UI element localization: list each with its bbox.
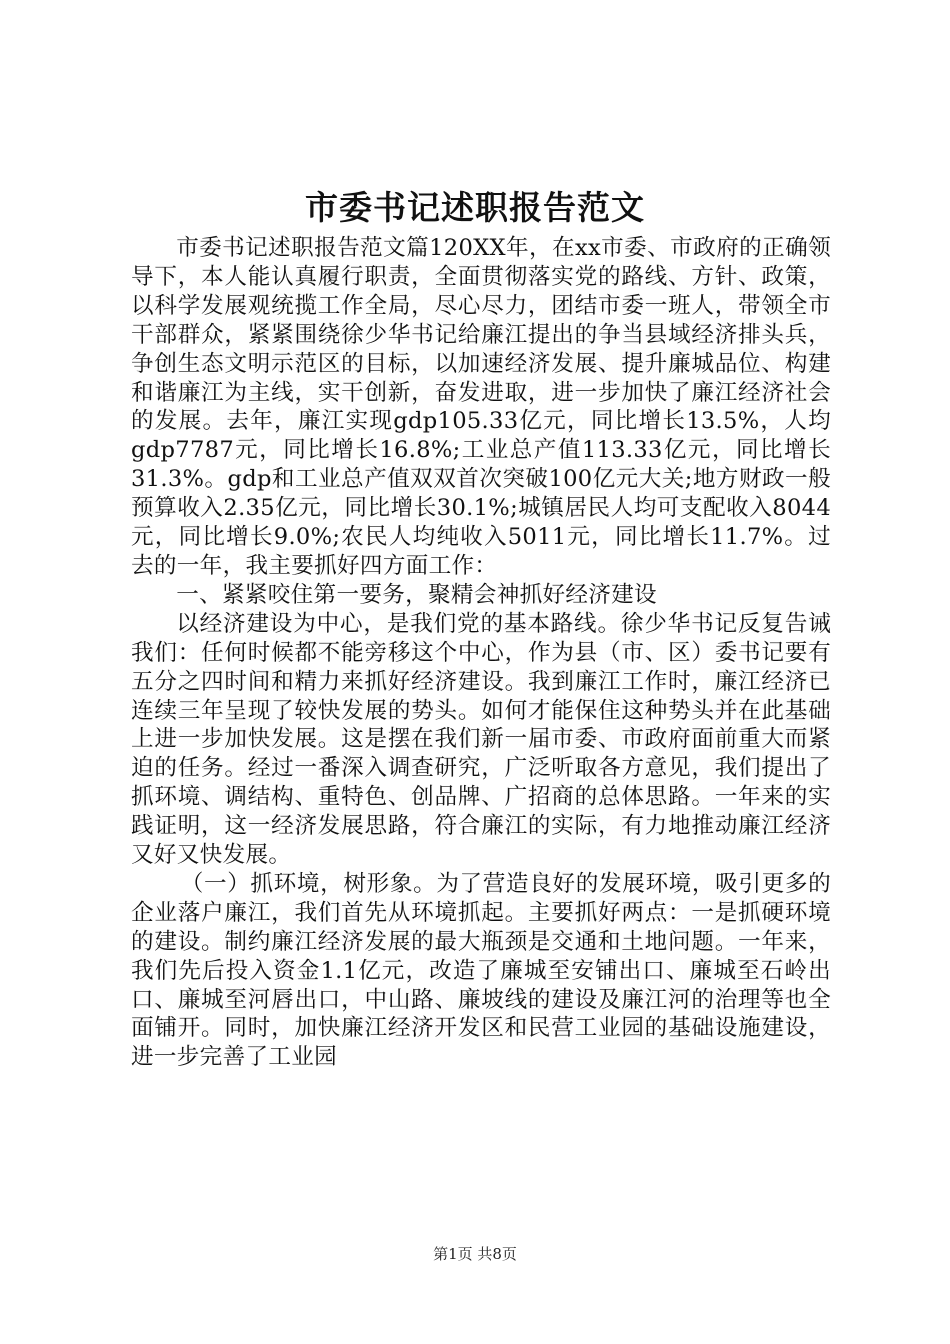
section-heading: 一、紧紧咬住第一要务，聚精会神抓好经济建设 bbox=[176, 581, 657, 608]
page-footer: 第1页 共8页 bbox=[433, 1245, 517, 1263]
document-title: 市委书记述职报告范文 bbox=[305, 188, 645, 227]
paragraph-intro: 市委书记述职报告范文篇120XX年，在xx市委、市政府的正确领导下，本人能认真履行职责，全面贯彻落实党的路线、方针、政策，以科学发展观统揽工作全局，尽心尽力，团结市委一班人，带领全市干部群众，紧紧围绕徐少华书记给廉江提出的争当县域经济排头兵，争创生态文明示范区的目标，以加速经济发展、提升廉城品位、构建和谐廉江为主线，实干创新，奋发进取，进一步加快了廉江经济社会的发展。去年，廉江实现gdp105.33亿元，同比增长13.5%，人均gdp7787元，同比增长16.8%;工业总产值113.33亿元，同比增长31.3%。gdp和工业总产值双双首次突破100亿元大关;地方财政一般预算收入2.35亿元，同比增长30.1%;城镇居民人均可支配收入8044元，同比增长9.0%;农民人均纯收入5011元，同比增长11.7%。过去的一年，我主要抓好四方面工作： bbox=[131, 235, 831, 579]
document-body bbox=[131, 234, 831, 1072]
paragraph-environment: （一）抓环境，树形象。为了营造良好的发展环境，吸引更多的企业落户廉江，我们首先从环境抓起。主要抓好两点：一是抓硬环境的建设。制约廉江经济发展的最大瓶颈是交通和土地问题。一年来，我们先后投入资金1.1亿元，改造了廉城至安铺出口、廉城至石岭出口、廉城至河唇出口，中山路、廉坡线的建设及廉江河的治理等也全面铺开。同时，加快廉江经济开发区和民营工业园的基础设施建设，进一步完善了工业园 bbox=[131, 870, 831, 1071]
paragraph-economy: 以经济建设为中心，是我们党的基本路线。徐少华书记反复告诫我们：任何时候都不能旁移这个中心，作为县（市、区）委书记要有五分之四时间和精力来抓好经济建设。我到廉江工作时，廉江经济已连续三年呈现了较快发展的势头。如何才能保住这种势头并在此基础上进一步加快发展。这是摆在我们新一届市委、市政府面前重大而紧迫的任务。经过一番深入调查研究，广泛听取各方意见，我们提出了抓环境、调结构、重特色、创品牌、广招商的总体思路。一年来的实践证明，这一经济发展思路，符合廉江的实际，有力地推动廉江经济又好又快发展。 bbox=[131, 610, 831, 869]
